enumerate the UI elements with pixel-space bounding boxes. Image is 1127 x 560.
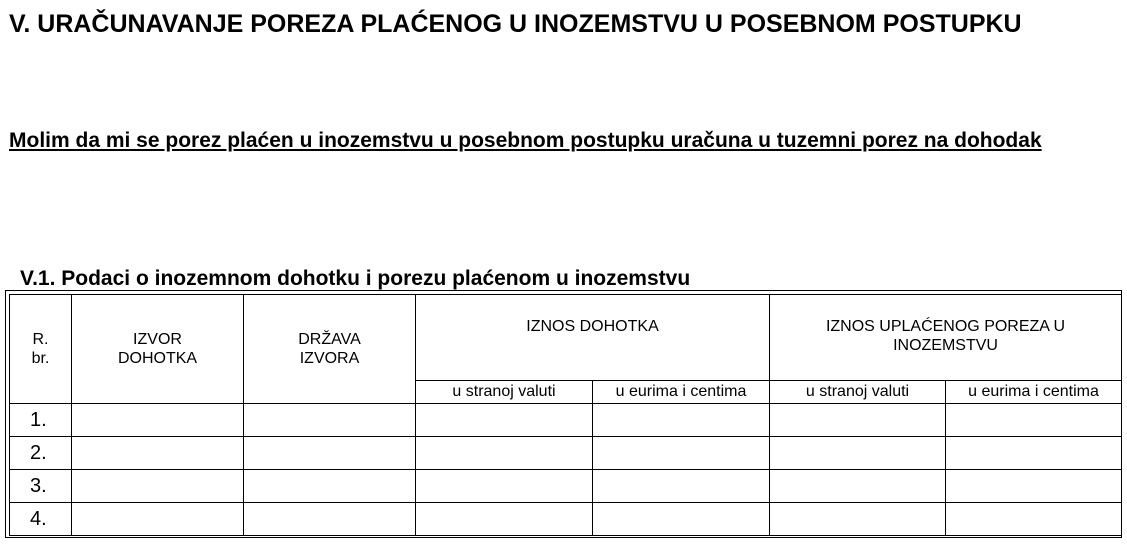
table-row [10,470,1122,503]
header-source-country-line2: IZVORA [299,350,360,367]
header-income-source-line1: IZVOR [133,331,182,348]
subsection-title: V.1. Podaci o inozemnom dohotku i porezu plaćenom u inozemstvu [20,267,691,290]
header-income-source-line2: DOHOTKA [117,350,198,367]
header-tax-euro: u eurima i centima [946,381,1122,404]
cell-tax-euro[interactable] [946,404,1122,437]
header-tax-paid-line2: INOZEMSTVU [893,337,998,354]
cell-source-country[interactable] [244,404,416,437]
cell-income-source[interactable] [72,437,244,470]
header-income-source [72,295,244,404]
section-title: V. URAČUNAVANJE POREZA PLAĆENOG U INOZEMSTVU U POSEBNOM POSTUPKU [9,10,1022,38]
cell-income-source[interactable] [72,404,244,437]
row-number: 3. [10,470,72,503]
header-row-main [10,295,1122,381]
header-tax-paid-line1: IZNOS UPLAĆENOG POREZA U [825,318,1066,335]
header-income-amount [416,295,770,381]
header-income-amount-label: IZNOS DOHOTKA [526,318,659,335]
cell-income-foreign-currency[interactable] [416,470,593,503]
cell-income-euro[interactable] [593,503,770,536]
cell-income-source[interactable] [72,503,244,536]
cell-income-source[interactable] [72,470,244,503]
header-source-country [244,295,416,404]
header-source-country-line1: DRŽAVA [298,331,361,348]
foreign-income-table [9,294,1122,536]
row-number: 2. [10,437,72,470]
request-statement: Molim da mi se porez plaćen u inozemstvu u posebnom postupku uračuna u tuzemni porez na dohodak [9,129,1042,152]
table-row [10,503,1122,536]
cell-tax-foreign-currency[interactable] [770,503,946,536]
row-number: 4. [10,503,72,536]
header-row-number-line1: R. [32,331,49,348]
table-row [10,437,1122,470]
cell-income-euro[interactable] [593,404,770,437]
header-income-foreign-currency: u stranoj valuti [416,381,593,404]
cell-source-country[interactable] [244,437,416,470]
header-income-euro: u eurima i centima [593,381,770,404]
cell-income-foreign-currency[interactable] [416,503,593,536]
cell-tax-foreign-currency[interactable] [770,437,946,470]
cell-source-country[interactable] [244,470,416,503]
cell-tax-euro[interactable] [946,503,1122,536]
header-tax-paid-abroad [770,295,1122,381]
cell-tax-foreign-currency[interactable] [770,404,946,437]
cell-income-foreign-currency[interactable] [416,437,593,470]
cell-income-euro[interactable] [593,470,770,503]
table-row [10,404,1122,437]
cell-income-foreign-currency[interactable] [416,404,593,437]
cell-tax-foreign-currency[interactable] [770,470,946,503]
cell-tax-euro[interactable] [946,470,1122,503]
header-row-number [10,295,72,404]
cell-tax-euro[interactable] [946,437,1122,470]
row-number: 1. [10,404,72,437]
header-tax-foreign-currency: u stranoj valuti [770,381,946,404]
cell-source-country[interactable] [244,503,416,536]
cell-income-euro[interactable] [593,437,770,470]
header-row-number-line2: br. [31,350,50,367]
